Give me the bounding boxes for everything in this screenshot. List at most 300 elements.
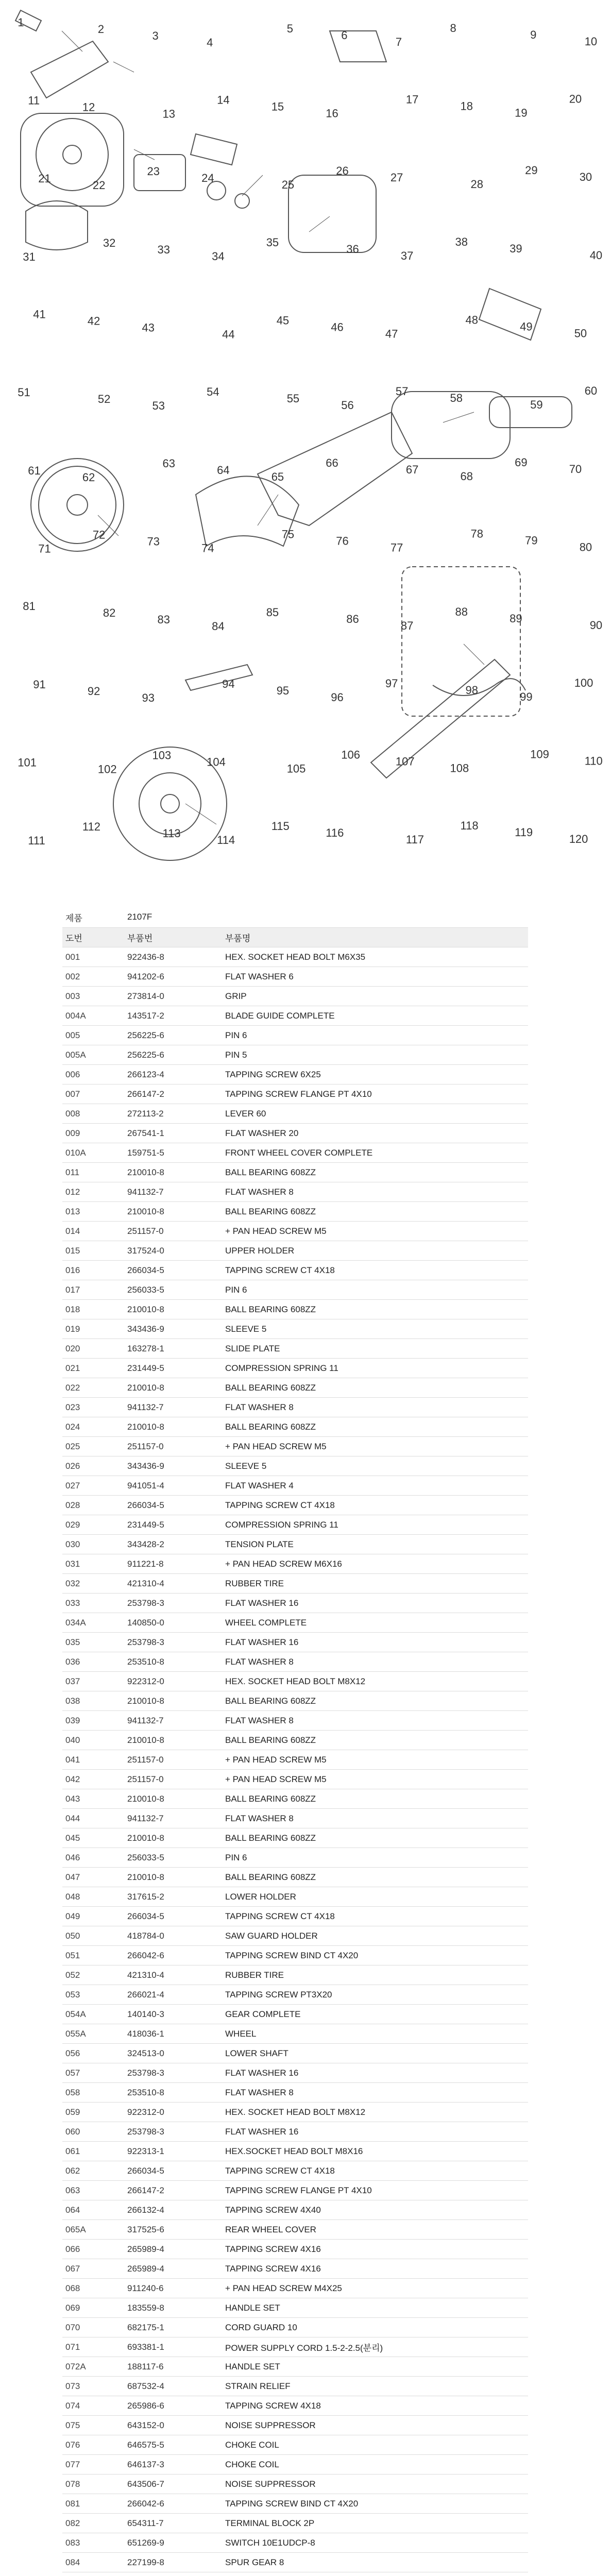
part-code: 911221-8 [124, 1554, 222, 1574]
callout-number: 40 [589, 248, 603, 262]
upper-holder-part [134, 155, 185, 191]
part-name: TENSION PLATE [222, 1535, 528, 1554]
callout-number: 110 [584, 754, 603, 768]
callout-number: 42 [87, 314, 100, 328]
callout-number: 36 [346, 242, 359, 256]
part-number: 048 [62, 1887, 124, 1907]
table-row [62, 1241, 528, 1261]
callout-number: 15 [271, 100, 284, 113]
callout-number: 95 [276, 684, 290, 697]
callout-number: 115 [271, 820, 290, 833]
table-row [62, 2494, 528, 2514]
part-number: 043 [62, 1789, 124, 1809]
part-number: 013 [62, 1202, 124, 1222]
part-name: LEVER 60 [222, 1104, 528, 1124]
part-number: 041 [62, 1750, 124, 1770]
part-number: 042 [62, 1770, 124, 1789]
part-number: 018 [62, 1300, 124, 1319]
part-name: TAPPING SCREW CT 4X18 [222, 1496, 528, 1515]
part-code: 941202-6 [124, 967, 222, 987]
callout-number: 117 [405, 833, 424, 846]
callout-number: 92 [87, 684, 100, 698]
callout-number: 49 [520, 320, 533, 333]
part-code: 941132-7 [124, 1398, 222, 1417]
callout-number: 34 [212, 249, 225, 263]
part-code: 256033-5 [124, 1280, 222, 1300]
part-number: 005A [62, 1045, 124, 1065]
part-code: 922312-0 [124, 1672, 222, 1691]
part-name: BALL BEARING 608ZZ [222, 1828, 528, 1848]
part-name: BALL BEARING 608ZZ [222, 1789, 528, 1809]
table-row [62, 1868, 528, 1887]
part-name: FLAT WASHER 8 [222, 1652, 528, 1672]
callout-number: 67 [405, 463, 419, 476]
part-name: SPUR GEAR 8 [222, 2553, 528, 2572]
part-code: 231449-5 [124, 1359, 222, 1378]
callout-number: 112 [82, 820, 100, 834]
part-name: FLAT WASHER 4 [222, 1476, 528, 1496]
part-number: 058 [62, 2083, 124, 2103]
table-row [62, 1711, 528, 1731]
part-name: TAPPING SCREW 4X40 [222, 2200, 528, 2220]
part-code: 941051-4 [124, 1476, 222, 1496]
table-row [62, 2553, 528, 2572]
callout-number: 87 [400, 619, 414, 633]
exploded-parts-diagram [0, 0, 611, 907]
part-code: 159751-5 [124, 1143, 222, 1163]
part-code: 343428-2 [124, 1535, 222, 1554]
part-code: 266021-4 [124, 1985, 222, 2005]
table-row [62, 2142, 528, 2161]
table-row [62, 1691, 528, 1711]
part-name: GRIP [222, 987, 528, 1006]
table-row [62, 1907, 528, 1926]
table-row [62, 1202, 528, 1222]
part-number: 036 [62, 1652, 124, 1672]
callout-number: 48 [465, 313, 478, 327]
callout-number: 97 [385, 676, 398, 690]
part-name: BALL BEARING 608ZZ [222, 1163, 528, 1182]
part-number: 046 [62, 1848, 124, 1868]
table-row [62, 1574, 528, 1594]
parts-table [62, 907, 528, 2576]
part-name: TAPPING SCREW 4X16 [222, 2240, 528, 2259]
part-code: 253510-8 [124, 1652, 222, 1672]
part-code: 140140-3 [124, 2005, 222, 2024]
part-name: FLAT WASHER 8 [222, 2083, 528, 2103]
callout-number: 22 [92, 179, 106, 192]
part-code: 682175-1 [124, 2318, 222, 2337]
part-code: 266042-6 [124, 1946, 222, 1965]
part-number: 064 [62, 2200, 124, 2220]
part-number: 054A [62, 2005, 124, 2024]
table-row [62, 2357, 528, 2377]
callout-number: 105 [286, 762, 306, 775]
callout-number: 91 [33, 677, 46, 691]
table-row [62, 1261, 528, 1280]
callout-number: 69 [515, 455, 528, 469]
part-number: 077 [62, 2455, 124, 2475]
callout-number: 32 [103, 236, 116, 249]
table-row [62, 2200, 528, 2220]
part-number: 022 [62, 1378, 124, 1398]
callout-number: 71 [38, 542, 51, 555]
part-name: BALL BEARING 608ZZ [222, 1868, 528, 1887]
part-code: 256225-6 [124, 1045, 222, 1065]
callout-number: 58 [450, 392, 463, 405]
table-row [62, 1731, 528, 1750]
part-name: CHOKE COIL [222, 2435, 528, 2455]
part-code: 210010-8 [124, 1691, 222, 1711]
part-code: 343436-9 [124, 1319, 222, 1339]
callout-number: 19 [515, 106, 528, 120]
part-code: 251157-0 [124, 1770, 222, 1789]
part-number: 047 [62, 1868, 124, 1887]
table-row [62, 2475, 528, 2494]
part-name: GEAR COMPLETE [222, 2005, 528, 2024]
callout-number: 11 [28, 94, 40, 107]
table-row [62, 2377, 528, 2396]
part-code: 210010-8 [124, 1202, 222, 1222]
callout-number: 106 [341, 748, 361, 761]
callout-number: 75 [281, 528, 295, 541]
part-code: 253798-3 [124, 2122, 222, 2142]
part-name: BALL BEARING 608ZZ [222, 1202, 528, 1222]
part-code: 210010-8 [124, 1378, 222, 1398]
part-code: 183559-8 [124, 2298, 222, 2318]
table-row [62, 2063, 528, 2083]
callout-number: 3 [152, 29, 159, 42]
part-name: FLAT WASHER 6 [222, 967, 528, 987]
callout-number: 46 [331, 320, 344, 334]
part-name: BLADE GUIDE COMPLETE [222, 1006, 528, 1026]
part-code: 253798-3 [124, 1594, 222, 1613]
cord-part [433, 679, 525, 696]
table-row [62, 1887, 528, 1907]
callout-number: 80 [579, 540, 592, 554]
part-code: 266034-5 [124, 1261, 222, 1280]
part-name: + PAN HEAD SCREW M6X16 [222, 1554, 528, 1574]
table-row [62, 1065, 528, 1084]
part-code: 654311-7 [124, 2514, 222, 2533]
part-name: FLAT WASHER 16 [222, 2122, 528, 2142]
part-code: 266147-2 [124, 2181, 222, 2200]
part-name: COMPRESSION SPRING 11 [222, 1359, 528, 1378]
part-code: 418784-0 [124, 1926, 222, 1946]
part-code: 265986-6 [124, 2396, 222, 2416]
part-number: 078 [62, 2475, 124, 2494]
part-code: 265989-4 [124, 2240, 222, 2259]
part-number: 067 [62, 2259, 124, 2279]
part-number: 002 [62, 967, 124, 987]
part-number: 020 [62, 1339, 124, 1359]
callout-number: 68 [460, 469, 473, 483]
part-code [124, 2572, 222, 2576]
part-name: TAPPING SCREW FLANGE PT 4X10 [222, 1084, 528, 1104]
part-number: 006 [62, 1065, 124, 1084]
table-row [62, 2024, 528, 2044]
part-number: 074 [62, 2396, 124, 2416]
part-number: 038 [62, 1691, 124, 1711]
part-code: 188117-6 [124, 2357, 222, 2377]
table-row [62, 1104, 528, 1124]
callout-number: 1 [18, 15, 24, 29]
part-code: 687532-4 [124, 2377, 222, 2396]
part-name: CHOKE COIL [222, 2455, 528, 2475]
callout-number: 10 [584, 35, 598, 48]
gear-inner-part [139, 773, 201, 835]
part-number: 015 [62, 1241, 124, 1261]
table-row [62, 1143, 528, 1163]
part-number: 012 [62, 1182, 124, 1202]
part-code: 251157-0 [124, 1437, 222, 1456]
part-code: 210010-8 [124, 1789, 222, 1809]
table-row [62, 1750, 528, 1770]
part-code: 273814-0 [124, 987, 222, 1006]
callout-number: 33 [157, 243, 170, 256]
table-row [62, 1417, 528, 1437]
part-code: 266034-5 [124, 1496, 222, 1515]
model-row [62, 907, 528, 928]
callout-number: 35 [266, 235, 279, 249]
table-row [62, 2044, 528, 2063]
callout-number: 27 [390, 171, 403, 184]
gear-hub-part [161, 794, 179, 813]
part-name: SLIDE PLATE [222, 1339, 528, 1359]
callout-number: 2 [97, 22, 105, 36]
table-row [62, 1496, 528, 1515]
part-code: 266132-4 [124, 2200, 222, 2220]
table-row [62, 1456, 528, 1476]
part-code: 421310-4 [124, 1965, 222, 1985]
part-number: 066 [62, 2240, 124, 2259]
part-number: 019 [62, 1319, 124, 1339]
table-row [62, 2298, 528, 2318]
table-row [62, 1594, 528, 1613]
table-row [62, 1006, 528, 1026]
part-name [222, 2572, 528, 2576]
callout-number: 59 [530, 398, 543, 412]
part-number: 024 [62, 1417, 124, 1437]
callout-number: 98 [465, 683, 478, 697]
part-number: 062 [62, 2161, 124, 2181]
part-code: 941132-7 [124, 1809, 222, 1828]
part-number: 009 [62, 1124, 124, 1143]
col-header-code: 부품번 [124, 928, 222, 947]
part-code: 646575-5 [124, 2435, 222, 2455]
col-header-name: 부품명 [222, 928, 528, 947]
callout-number: 96 [331, 690, 344, 704]
table-header [62, 928, 528, 947]
part-name: FLAT WASHER 8 [222, 1711, 528, 1731]
table-row [62, 2337, 528, 2357]
callout-number: 52 [97, 393, 111, 406]
part-name: TAPPING SCREW CT 4X18 [222, 1907, 528, 1926]
callout-number: 86 [346, 613, 359, 626]
callout-number: 84 [212, 620, 225, 633]
col-header-no: 도번 [62, 928, 124, 947]
callout-number: 65 [271, 470, 284, 483]
callout-number: 101 [18, 756, 37, 769]
table-row [62, 1828, 528, 1848]
part-name: LOWER SHAFT [222, 2044, 528, 2063]
part-number: 037 [62, 1672, 124, 1691]
part-name: TAPPING SCREW FLANGE PT 4X10 [222, 2181, 528, 2200]
table-row [62, 1437, 528, 1456]
part-number: 065A [62, 2220, 124, 2240]
table-row [62, 2533, 528, 2553]
part-code: 251157-0 [124, 1222, 222, 1241]
part-name: BALL BEARING 608ZZ [222, 1300, 528, 1319]
part-code: 266042-6 [124, 2494, 222, 2514]
callout-number: 74 [201, 541, 214, 555]
part-number: 011 [62, 1163, 124, 1182]
part-name: HEX.SOCKET HEAD BOLT M8X16 [222, 2142, 528, 2161]
callout-number: 25 [281, 178, 295, 192]
part-name: TAPPING SCREW PT3X20 [222, 1985, 528, 2005]
part-number: 007 [62, 1084, 124, 1104]
part-number: 021 [62, 1359, 124, 1378]
part-number: 014 [62, 1222, 124, 1241]
part-name: RUBBER TIRE [222, 1574, 528, 1594]
part-code: 693381-1 [124, 2337, 222, 2357]
part-number: 049 [62, 1907, 124, 1926]
part-name: FLAT WASHER 20 [222, 1124, 528, 1143]
callout-number: 16 [326, 107, 338, 120]
part-code: 253798-3 [124, 2063, 222, 2083]
part-code: 317524-0 [124, 1241, 222, 1261]
callout-number: 26 [336, 164, 349, 178]
part-number: 003 [62, 987, 124, 1006]
part-code: 210010-8 [124, 1163, 222, 1182]
callout-number: 57 [395, 385, 409, 398]
slide-plate-part [191, 134, 237, 165]
part-name: BALL BEARING 608ZZ [222, 1731, 528, 1750]
part-name: FLAT WASHER 16 [222, 2063, 528, 2083]
table-row [62, 1378, 528, 1398]
callout-number: 66 [326, 456, 338, 469]
part-name: WHEEL [222, 2024, 528, 2044]
part-name: + PAN HEAD SCREW M5 [222, 1222, 528, 1241]
table-row [62, 2122, 528, 2142]
callout-number: 29 [525, 164, 538, 177]
part-name: HANDLE SET [222, 2298, 528, 2318]
part-name: SAW GUARD HOLDER [222, 1926, 528, 1946]
part-name: POWER SUPPLY CORD 1.5-2-2.5(분리) [222, 2337, 528, 2357]
part-name: BALL BEARING 608ZZ [222, 1417, 528, 1437]
callout-number: 103 [152, 749, 172, 762]
part-number: 025 [62, 1437, 124, 1456]
part-code: 418036-1 [124, 2024, 222, 2044]
table-row [62, 1182, 528, 1202]
table-row [62, 2279, 528, 2298]
callout-number: 7 [395, 35, 402, 48]
table-row [62, 2005, 528, 2024]
table-row [62, 1476, 528, 1496]
callout-number: 18 [460, 99, 473, 113]
part-name: + PAN HEAD SCREW M5 [222, 1750, 528, 1770]
callout-number: 90 [589, 619, 603, 632]
callout-number: 76 [336, 534, 349, 548]
callout-number: 5 [286, 22, 293, 35]
table-row [62, 1926, 528, 1946]
table-row [62, 2455, 528, 2475]
part-code: 266034-5 [124, 2161, 222, 2181]
part-code: 922312-0 [124, 2103, 222, 2122]
callout-number: 73 [147, 535, 160, 548]
part-name: HANDLE SET [222, 2357, 528, 2377]
part-name: BALL BEARING 608ZZ [222, 1378, 528, 1398]
part-name: TAPPING SCREW 4X18 [222, 2396, 528, 2416]
part-code: 210010-8 [124, 1731, 222, 1750]
table-row [62, 1515, 528, 1535]
part-code: 317525-6 [124, 2220, 222, 2240]
part-name: FLAT WASHER 16 [222, 1633, 528, 1652]
table-row [62, 1809, 528, 1828]
part-number: 057 [62, 2063, 124, 2083]
table-row [62, 2220, 528, 2240]
part-number: 034A [62, 1613, 124, 1633]
callout-number: 12 [82, 100, 95, 114]
part-number: 076 [62, 2435, 124, 2455]
part-number: 045 [62, 1828, 124, 1848]
part-code: 646137-3 [124, 2455, 222, 2475]
table-row [62, 1535, 528, 1554]
leader-lines [62, 28, 484, 824]
part-number: 069 [62, 2298, 124, 2318]
table-row [62, 1398, 528, 1417]
table-row [62, 1789, 528, 1809]
part-number: 016 [62, 1261, 124, 1280]
part-name: LOWER HOLDER [222, 1887, 528, 1907]
part-number: 052 [62, 1965, 124, 1985]
table-row [62, 1124, 528, 1143]
lower-shaft-part [185, 665, 252, 690]
part-name: + PAN HEAD SCREW M5 [222, 1770, 528, 1789]
part-name: TAPPING SCREW CT 4X18 [222, 2161, 528, 2181]
callout-number: 38 [455, 235, 468, 248]
part-name: RUBBER TIRE [222, 1965, 528, 1985]
part-number: 031 [62, 1554, 124, 1574]
part-name: PIN 6 [222, 1848, 528, 1868]
table-row [62, 1300, 528, 1319]
part-number: 033 [62, 1594, 124, 1613]
table-row [62, 2435, 528, 2455]
part-code: 266123-4 [124, 1065, 222, 1084]
part-number: 056 [62, 2044, 124, 2063]
part-code: 163278-1 [124, 1339, 222, 1359]
callout-number: 20 [569, 92, 582, 106]
part-name: NOISE SUPPRESSOR [222, 2475, 528, 2494]
part-number: 040 [62, 1731, 124, 1750]
table-row [62, 2083, 528, 2103]
part-code: 651269-9 [124, 2533, 222, 2553]
callout-number: 120 [569, 833, 588, 846]
callout-number: 54 [207, 385, 219, 399]
part-name: HEX. SOCKET HEAD BOLT M6X35 [222, 947, 528, 967]
part-number: 005 [62, 1026, 124, 1045]
callout-number: 83 [157, 613, 170, 626]
callout-number: 21 [38, 172, 51, 185]
table-row [62, 1613, 528, 1633]
part-code: 343436-9 [124, 1456, 222, 1476]
part-name: NOISE SUPPRESSOR [222, 2416, 528, 2435]
callout-number: 43 [142, 321, 155, 334]
part-number: 017 [62, 1280, 124, 1300]
table-row [62, 1985, 528, 2005]
part-number: 044 [62, 1809, 124, 1828]
callout-number: 108 [450, 761, 469, 775]
